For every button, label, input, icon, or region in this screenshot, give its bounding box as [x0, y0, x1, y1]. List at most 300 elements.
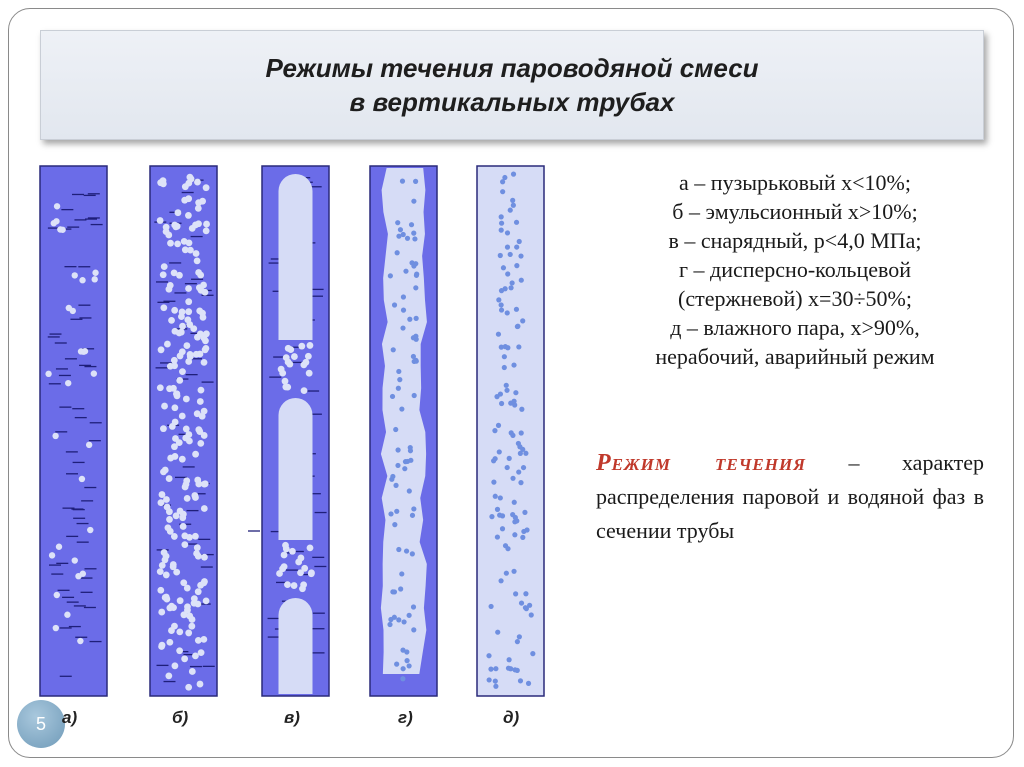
- vapor-bubble: [54, 592, 60, 598]
- water-droplet: [496, 423, 501, 428]
- water-droplet: [519, 407, 524, 412]
- water-droplet: [499, 401, 504, 406]
- vapor-bubble: [189, 668, 196, 675]
- water-droplet: [513, 390, 518, 395]
- water-droplet: [508, 208, 513, 213]
- water-droplet: [499, 345, 504, 350]
- water-droplet: [505, 465, 510, 470]
- vapor-bubble: [195, 637, 202, 644]
- vapor-bubble: [307, 544, 314, 551]
- vapor-bubble: [198, 649, 205, 656]
- vapor-bubble: [176, 628, 183, 635]
- vapor-bubble: [168, 627, 175, 634]
- vapor-bubble: [190, 325, 197, 332]
- vapor-bubble: [185, 308, 192, 315]
- water-droplet: [395, 250, 400, 255]
- water-droplet: [404, 649, 409, 654]
- vapor-bubble: [282, 542, 289, 549]
- water-droplet: [412, 236, 417, 241]
- water-droplet: [391, 347, 396, 352]
- water-droplet: [396, 547, 401, 552]
- vapor-bubble: [203, 597, 210, 604]
- water-droplet: [514, 220, 519, 225]
- vapor-bubble: [72, 557, 78, 563]
- vapor-bubble: [161, 403, 168, 410]
- tube-label-d: д): [503, 708, 520, 727]
- vapor-bubble: [305, 353, 312, 360]
- water-droplet: [407, 488, 412, 493]
- tube-label-b: б): [172, 708, 189, 727]
- vapor-bubble: [182, 183, 189, 190]
- legend-item-a: а – пузырьковый x<10%;: [679, 170, 911, 195]
- water-droplet: [502, 354, 507, 359]
- vapor-bubble: [195, 199, 202, 206]
- water-droplet: [520, 318, 525, 323]
- vapor-bubble: [79, 476, 85, 482]
- vapor-bubble: [160, 468, 167, 475]
- water-droplet: [516, 441, 521, 446]
- vapor-bubble: [281, 552, 288, 559]
- vapor-bubble: [172, 419, 179, 426]
- vapor-bubble: [179, 514, 186, 521]
- slide-title-line-1: Режимы течения пароводяной смеси: [265, 53, 759, 83]
- water-droplet: [486, 653, 491, 658]
- vapor-bubble: [185, 298, 192, 305]
- vapor-bubble: [198, 387, 205, 394]
- vapor-bubble: [157, 587, 164, 594]
- water-droplet: [504, 383, 509, 388]
- steam-core: [381, 168, 427, 674]
- water-droplet: [499, 228, 504, 233]
- vapor-bubble: [80, 571, 86, 577]
- vapor-bubble: [196, 307, 203, 314]
- vapor-bubble: [171, 307, 178, 314]
- water-droplet: [493, 666, 498, 671]
- vapor-bubble: [177, 353, 184, 360]
- water-droplet: [407, 663, 412, 668]
- water-droplet: [407, 613, 412, 618]
- water-droplet: [495, 534, 500, 539]
- vapor-bubble: [194, 410, 201, 417]
- water-droplet: [499, 302, 504, 307]
- vapor-bubble: [172, 435, 179, 442]
- vapor-bubble: [179, 456, 186, 463]
- water-droplet: [523, 591, 528, 596]
- vapor-bubble: [191, 492, 198, 499]
- water-droplet: [522, 510, 527, 515]
- legend-item-g: г – дисперсно-кольцевой: [679, 257, 911, 282]
- vapor-bubble: [167, 240, 174, 247]
- vapor-bubble: [163, 224, 170, 231]
- water-droplet: [510, 280, 515, 285]
- vapor-bubble: [157, 568, 164, 575]
- water-droplet: [398, 227, 403, 232]
- vapor-bubble: [291, 353, 298, 360]
- water-droplet: [413, 358, 418, 363]
- vapor-bubble: [174, 240, 181, 247]
- water-droplet: [400, 179, 405, 184]
- water-droplet: [393, 427, 398, 432]
- vapor-bubble: [45, 371, 51, 377]
- vapor-bubble: [184, 607, 191, 614]
- vapor-bubble: [307, 342, 314, 349]
- vapor-bubble: [188, 176, 195, 183]
- water-droplet: [493, 494, 498, 499]
- vapor-bubble: [160, 271, 167, 278]
- water-droplet: [495, 630, 500, 635]
- vapor-bubble: [185, 212, 192, 219]
- vapor-bubble: [289, 548, 296, 555]
- water-droplet: [519, 430, 524, 435]
- water-droplet: [511, 203, 516, 208]
- water-droplet: [512, 500, 517, 505]
- page-number-badge: 5: [17, 700, 65, 748]
- vapor-bubble: [183, 481, 190, 488]
- water-droplet: [414, 316, 419, 321]
- vapor-bubble: [92, 276, 98, 282]
- vapor-bubble: [197, 440, 204, 447]
- vapor-bubble: [301, 387, 308, 394]
- vapor-bubble: [194, 544, 201, 551]
- vapor-bubble: [192, 533, 199, 540]
- vapor-bubble: [286, 361, 293, 368]
- vapor-bubble: [163, 496, 170, 503]
- vapor-bubble: [195, 426, 202, 433]
- vapor-bubble: [281, 563, 288, 570]
- vapor-bubble: [162, 557, 169, 564]
- water-droplet: [411, 506, 416, 511]
- vapor-bubble: [177, 597, 184, 604]
- vapor-bubble: [91, 370, 97, 376]
- water-droplet: [505, 271, 510, 276]
- vapor-bubble: [79, 277, 85, 283]
- water-droplet: [398, 586, 403, 591]
- water-droplet: [517, 634, 522, 639]
- vapor-bubble: [165, 672, 172, 679]
- vapor-bubble: [181, 197, 188, 204]
- steam-slug: [279, 398, 313, 540]
- vapor-bubble: [201, 432, 208, 439]
- vapor-bubble: [181, 238, 188, 245]
- vapor-bubble: [87, 527, 93, 533]
- water-droplet: [505, 345, 510, 350]
- water-droplet: [520, 535, 525, 540]
- water-droplet: [516, 344, 521, 349]
- vapor-bubble: [195, 220, 202, 227]
- vapor-bubble: [172, 328, 179, 335]
- vapor-bubble: [181, 532, 188, 539]
- water-droplet: [524, 527, 529, 532]
- vapor-bubble: [54, 203, 60, 209]
- vapor-bubble: [172, 453, 179, 460]
- vapor-bubble: [168, 317, 175, 324]
- water-droplet: [489, 514, 494, 519]
- vapor-bubble: [202, 337, 209, 344]
- water-droplet: [507, 456, 512, 461]
- water-droplet: [526, 681, 531, 686]
- water-droplet: [401, 294, 406, 299]
- vapor-bubble: [197, 681, 204, 688]
- vapor-bubble: [201, 359, 208, 366]
- vapor-bubble: [161, 549, 168, 556]
- water-droplet: [411, 199, 416, 204]
- vapor-bubble: [185, 431, 192, 438]
- vapor-bubble: [157, 384, 164, 391]
- legend-item-b: б – эмульсионный x>10%;: [672, 199, 918, 224]
- legend-item-v: в – снарядный, p<4,0 МПа;: [668, 228, 922, 253]
- water-droplet: [396, 369, 401, 374]
- vapor-bubble: [164, 341, 171, 348]
- vapor-bubble: [77, 638, 83, 644]
- water-droplet: [503, 543, 508, 548]
- vapor-bubble: [166, 639, 173, 646]
- water-droplet: [493, 678, 498, 683]
- water-droplet: [500, 526, 505, 531]
- legend-item-d-cont: нерабочий, аварийный режим: [655, 344, 935, 369]
- vapor-bubble: [86, 442, 92, 448]
- water-droplet: [508, 401, 513, 406]
- water-droplet: [518, 678, 523, 683]
- water-droplet: [508, 285, 513, 290]
- vapor-bubble: [180, 523, 187, 530]
- vapor-bubble: [284, 581, 291, 588]
- vapor-bubble: [192, 451, 199, 458]
- vapor-bubble: [80, 348, 86, 354]
- water-droplet: [491, 458, 496, 463]
- water-droplet: [411, 604, 416, 609]
- water-droplet: [409, 260, 414, 265]
- water-droplet: [403, 459, 408, 464]
- vapor-bubble: [161, 263, 168, 270]
- vapor-bubble: [201, 505, 208, 512]
- vapor-bubble: [183, 396, 190, 403]
- vapor-bubble: [178, 329, 185, 336]
- vapor-bubble: [285, 345, 292, 352]
- vapor-bubble: [179, 309, 186, 316]
- tube-label-a: а): [62, 708, 78, 727]
- water-droplet: [499, 214, 504, 219]
- water-droplet: [395, 463, 400, 468]
- steam-slug: [279, 598, 313, 694]
- water-droplet: [413, 334, 418, 339]
- vapor-bubble: [203, 227, 210, 234]
- vapor-bubble: [176, 647, 183, 654]
- water-droplet: [501, 265, 506, 270]
- water-droplet: [496, 297, 501, 302]
- tube-label-g: г): [398, 708, 413, 727]
- vapor-bubble: [185, 358, 192, 365]
- vapor-bubble: [164, 504, 171, 511]
- vapor-bubble: [49, 552, 55, 558]
- water-droplet: [494, 394, 499, 399]
- vapor-bubble: [193, 550, 200, 557]
- vapor-bubble: [195, 269, 202, 276]
- vapor-bubble: [184, 495, 191, 502]
- vapor-bubble: [158, 609, 165, 616]
- vapor-bubble: [201, 481, 208, 488]
- vapor-bubble: [182, 246, 189, 253]
- vapor-bubble: [160, 304, 167, 311]
- vapor-bubble: [197, 398, 204, 405]
- water-droplet: [393, 483, 398, 488]
- water-droplet: [515, 639, 520, 644]
- vapor-bubble: [179, 413, 186, 420]
- water-droplet: [487, 677, 492, 682]
- vapor-bubble: [308, 569, 315, 576]
- vapor-bubble: [72, 272, 78, 278]
- water-droplet: [411, 627, 416, 632]
- water-droplet: [392, 615, 397, 620]
- water-droplet: [518, 253, 523, 258]
- vapor-bubble: [158, 346, 165, 353]
- vapor-bubble: [175, 209, 182, 216]
- water-droplet: [411, 231, 416, 236]
- vapor-bubble: [177, 508, 184, 515]
- vapor-bubble: [300, 361, 307, 368]
- water-droplet: [510, 476, 515, 481]
- water-droplet: [510, 512, 515, 517]
- vapor-bubble: [160, 425, 167, 432]
- water-droplet: [394, 509, 399, 514]
- water-droplet: [498, 495, 503, 500]
- vapor-bubble: [185, 684, 192, 691]
- vapor-bubble: [300, 581, 307, 588]
- vapor-bubble: [188, 623, 195, 630]
- water-droplet: [504, 571, 509, 576]
- definition-term: Режим течения: [596, 450, 806, 476]
- vapor-bubble: [185, 285, 192, 292]
- vapor-bubble: [166, 286, 173, 293]
- vapor-bubble: [66, 305, 72, 311]
- water-droplet: [395, 447, 400, 452]
- water-droplet: [401, 666, 406, 671]
- vapor-bubble: [157, 217, 164, 224]
- water-droplet: [505, 310, 510, 315]
- water-droplet: [408, 458, 413, 463]
- water-droplet: [511, 172, 516, 177]
- water-droplet: [491, 480, 496, 485]
- water-droplet: [510, 198, 515, 203]
- water-droplet: [497, 449, 502, 454]
- water-droplet: [511, 362, 516, 367]
- water-droplet: [495, 507, 500, 512]
- vapor-bubble: [298, 343, 305, 350]
- water-droplet: [414, 273, 419, 278]
- water-droplet: [499, 221, 504, 226]
- vapor-bubble: [193, 250, 200, 257]
- vapor-bubble: [193, 351, 200, 358]
- water-droplet: [493, 684, 498, 689]
- vapor-bubble: [181, 541, 188, 548]
- vapor-bubble: [166, 475, 173, 482]
- water-droplet: [405, 236, 410, 241]
- vapor-bubble: [176, 377, 183, 384]
- water-droplet: [529, 612, 534, 617]
- water-droplet: [400, 676, 405, 681]
- water-droplet: [392, 302, 397, 307]
- water-droplet: [510, 433, 515, 438]
- water-droplet: [507, 657, 512, 662]
- vapor-bubble: [171, 404, 178, 411]
- vapor-bubble: [194, 179, 201, 186]
- water-droplet: [514, 263, 519, 268]
- legend: [590, 168, 1000, 371]
- water-droplet: [530, 651, 535, 656]
- water-droplet: [402, 466, 407, 471]
- vapor-bubble: [201, 554, 208, 561]
- water-droplet: [413, 179, 418, 184]
- vapor-bubble: [183, 342, 190, 349]
- water-droplet: [388, 511, 393, 516]
- vapor-bubble: [163, 594, 170, 601]
- vapor-bubble: [297, 569, 304, 576]
- vapor-bubble: [306, 370, 313, 377]
- water-droplet: [404, 658, 409, 663]
- vapor-bubble: [172, 223, 179, 230]
- water-droplet: [518, 480, 523, 485]
- legend-item-g-cont: (стержневой) x=30÷50%;: [678, 286, 912, 311]
- water-droplet: [519, 600, 524, 605]
- vapor-bubble: [200, 314, 207, 321]
- water-droplet: [401, 308, 406, 313]
- vapor-bubble: [92, 270, 98, 276]
- vapor-bubble: [168, 603, 175, 610]
- water-droplet: [508, 252, 513, 257]
- water-droplet: [513, 591, 518, 596]
- vapor-bubble: [53, 625, 59, 631]
- water-droplet: [408, 445, 413, 450]
- vapor-bubble: [173, 569, 180, 576]
- vapor-bubble: [291, 582, 298, 589]
- water-droplet: [498, 253, 503, 258]
- vapor-bubble: [166, 516, 173, 523]
- vapor-bubble: [56, 544, 62, 550]
- water-droplet: [505, 245, 510, 250]
- definition: [596, 446, 984, 548]
- water-droplet: [498, 578, 503, 583]
- water-droplet: [396, 386, 401, 391]
- water-droplet: [407, 317, 412, 322]
- water-droplet: [400, 325, 405, 330]
- vapor-bubble: [52, 433, 58, 439]
- water-droplet: [410, 551, 415, 556]
- water-droplet: [392, 522, 397, 527]
- water-droplet: [521, 465, 526, 470]
- vapor-bubble: [203, 345, 210, 352]
- vapor-bubble: [181, 655, 188, 662]
- water-droplet: [399, 571, 404, 576]
- water-droplet: [512, 532, 517, 537]
- water-droplet: [492, 428, 497, 433]
- vapor-bubble: [201, 408, 208, 415]
- vapor-bubble: [194, 257, 201, 264]
- water-droplet: [396, 617, 401, 622]
- water-droplet: [409, 222, 414, 227]
- vapor-bubble: [170, 385, 177, 392]
- vapor-bubble: [192, 652, 199, 659]
- water-droplet: [508, 666, 513, 671]
- vapor-bubble: [160, 177, 167, 184]
- vapor-bubble: [284, 384, 291, 391]
- vapor-bubble: [203, 330, 210, 337]
- water-droplet: [502, 175, 507, 180]
- water-droplet: [519, 278, 524, 283]
- water-droplet: [503, 286, 508, 291]
- vapor-bubble: [159, 642, 166, 649]
- vapor-bubble: [276, 570, 283, 577]
- water-droplet: [502, 365, 507, 370]
- vapor-bubble: [298, 555, 305, 562]
